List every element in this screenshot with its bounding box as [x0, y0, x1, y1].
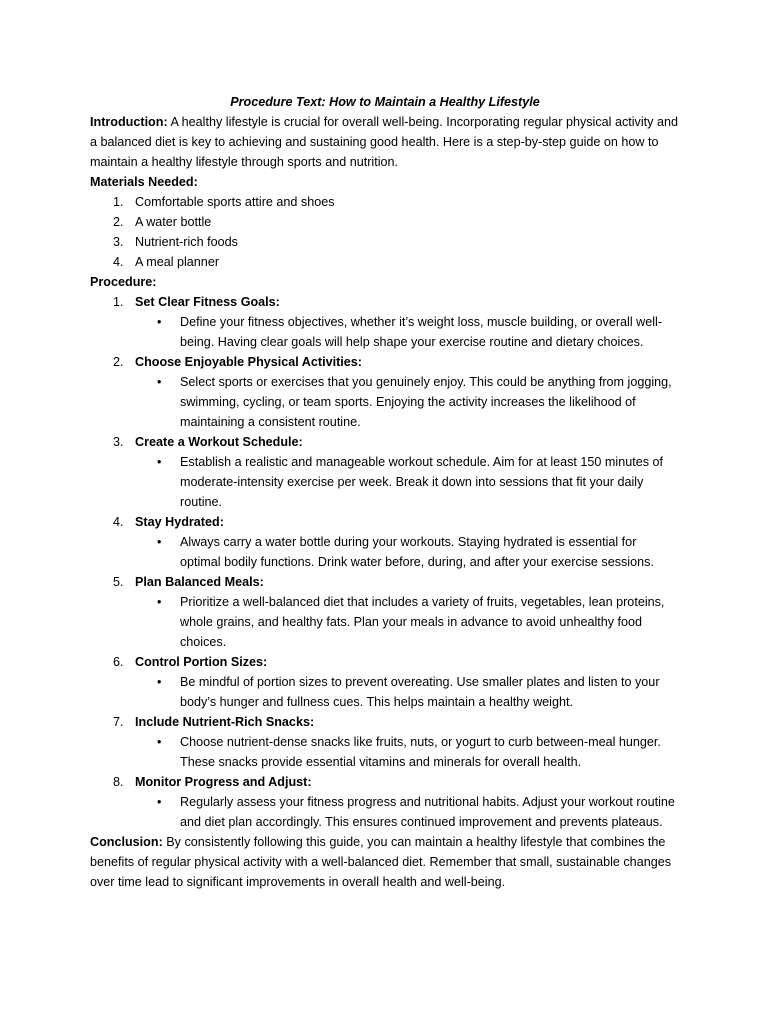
procedure-step — [90, 572, 680, 652]
step-number: 3. — [113, 435, 124, 449]
introduction-paragraph — [90, 112, 680, 172]
step-number: 7. — [113, 715, 124, 729]
conclusion-text: By consistently following this guide, you can maintain a healthy lifestyle that combines the benefits of regular physical activity with a well-balanced diet. Remember that small, sustainable changes over time lead to significant improvements in overall health and well-being. — [90, 835, 672, 889]
step-detail — [135, 312, 680, 352]
materials-item-text: A meal planner — [135, 255, 220, 269]
bullet-icon: • — [157, 735, 162, 749]
step-title: Monitor Progress and Adjust: — [135, 775, 312, 789]
procedure-step — [90, 772, 680, 832]
step-detail-text: Choose nutrient-dense snacks like fruits, nuts, or yogurt to curb between-meal hunger. These snacks provide essential vitamins and minerals for overall health. — [180, 735, 661, 769]
list-number: 2. — [113, 215, 124, 229]
step-number: 6. — [113, 655, 124, 669]
step-title: Include Nutrient-Rich Snacks: — [135, 715, 315, 729]
step-detail — [135, 372, 680, 432]
step-detail — [135, 532, 680, 572]
bullet-icon: • — [157, 595, 162, 609]
step-title: Choose Enjoyable Physical Activities: — [135, 355, 362, 369]
bullet-icon: • — [157, 795, 162, 809]
step-detail-text: Define your fitness objectives, whether it’s weight loss, muscle building, or overall well-being. Having clear goals will help shape your exercise routine and dietary choices. — [180, 315, 663, 349]
step-number: 5. — [113, 575, 124, 589]
procedure-step — [90, 352, 680, 432]
step-detail-text: Be mindful of portion sizes to prevent overeating. Use smaller plates and listen to your body’s hunger and fullness cues. This helps maintain a healthy weight. — [180, 675, 660, 709]
step-title: Stay Hydrated: — [135, 515, 224, 529]
materials-item — [90, 252, 680, 272]
step-bullets — [135, 672, 680, 712]
step-bullets — [135, 312, 680, 352]
step-detail-text: Establish a realistic and manageable workout schedule. Aim for at least 150 minutes of moderate-intensity exercise per week. Break it down into sessions that fit your daily routine. — [180, 455, 664, 509]
procedure-step — [90, 712, 680, 772]
materials-heading: Materials Needed: — [90, 175, 198, 189]
procedure-heading: Procedure: — [90, 275, 157, 289]
step-detail — [135, 732, 680, 772]
materials-item-text: Nutrient-rich foods — [135, 235, 238, 249]
step-title: Create a Workout Schedule: — [135, 435, 303, 449]
materials-item — [90, 192, 680, 212]
step-detail-text: Always carry a water bottle during your workouts. Staying hydrated is essential for optimal bodily functions. Drink water before, during, and after your exercise sessions. — [180, 535, 654, 569]
materials-item — [90, 232, 680, 252]
list-number: 3. — [113, 235, 124, 249]
procedure-steps — [90, 292, 680, 832]
bullet-icon: • — [157, 375, 162, 389]
procedure-step — [90, 292, 680, 352]
step-bullets — [135, 732, 680, 772]
step-title: Set Clear Fitness Goals: — [135, 295, 280, 309]
list-number: 4. — [113, 255, 124, 269]
step-bullets — [135, 532, 680, 572]
step-detail-text: Regularly assess your fitness progress and nutritional habits. Adjust your workout routine and diet plan accordingly. This ensures continued improvement and prevents plateaus. — [180, 795, 675, 829]
conclusion-paragraph — [90, 832, 680, 892]
step-detail-text: Prioritize a well-balanced diet that includes a variety of fruits, vegetables, lean proteins, whole grains, and healthy fats. Plan your meals in advance to avoid unhealthy food choices. — [180, 595, 665, 649]
introduction-label: Introduction: — [90, 115, 168, 129]
step-number: 2. — [113, 355, 124, 369]
list-number: 1. — [113, 195, 124, 209]
materials-item — [90, 212, 680, 232]
bullet-icon: • — [157, 455, 162, 469]
step-detail — [135, 592, 680, 652]
step-detail — [135, 452, 680, 512]
step-detail-text: Select sports or exercises that you genuinely enjoy. This could be anything from jogging, swimming, cycling, or team sports. Enjoying the activity increases the likelihood of maintaining a consistent routine. — [180, 375, 672, 429]
bullet-icon: • — [157, 535, 162, 549]
materials-item-text: A water bottle — [135, 215, 212, 229]
step-number: 1. — [113, 295, 124, 309]
materials-list — [90, 192, 680, 272]
step-title: Control Portion Sizes: — [135, 655, 268, 669]
introduction-text: A healthy lifestyle is crucial for overall well-being. Incorporating regular physical activity and a balanced diet is key to achieving and sustaining good health. Here is a step-by-step guide on how to maintain a healthy lifestyle through sports and nutrition. — [90, 115, 678, 169]
bullet-icon: • — [157, 315, 162, 329]
procedure-step — [90, 652, 680, 712]
step-number: 4. — [113, 515, 124, 529]
procedure-step — [90, 432, 680, 512]
document-body — [90, 92, 680, 892]
step-bullets — [135, 592, 680, 652]
step-number: 8. — [113, 775, 124, 789]
step-detail — [135, 792, 680, 832]
step-title: Plan Balanced Meals: — [135, 575, 264, 589]
bullet-icon: • — [157, 675, 162, 689]
conclusion-label: Conclusion: — [90, 835, 163, 849]
step-bullets — [135, 452, 680, 512]
document-title: Procedure Text: How to Maintain a Healthy Lifestyle — [230, 95, 540, 109]
step-detail — [135, 672, 680, 712]
procedure-step — [90, 512, 680, 572]
materials-item-text: Comfortable sports attire and shoes — [135, 195, 335, 209]
step-bullets — [135, 792, 680, 832]
step-bullets — [135, 372, 680, 432]
